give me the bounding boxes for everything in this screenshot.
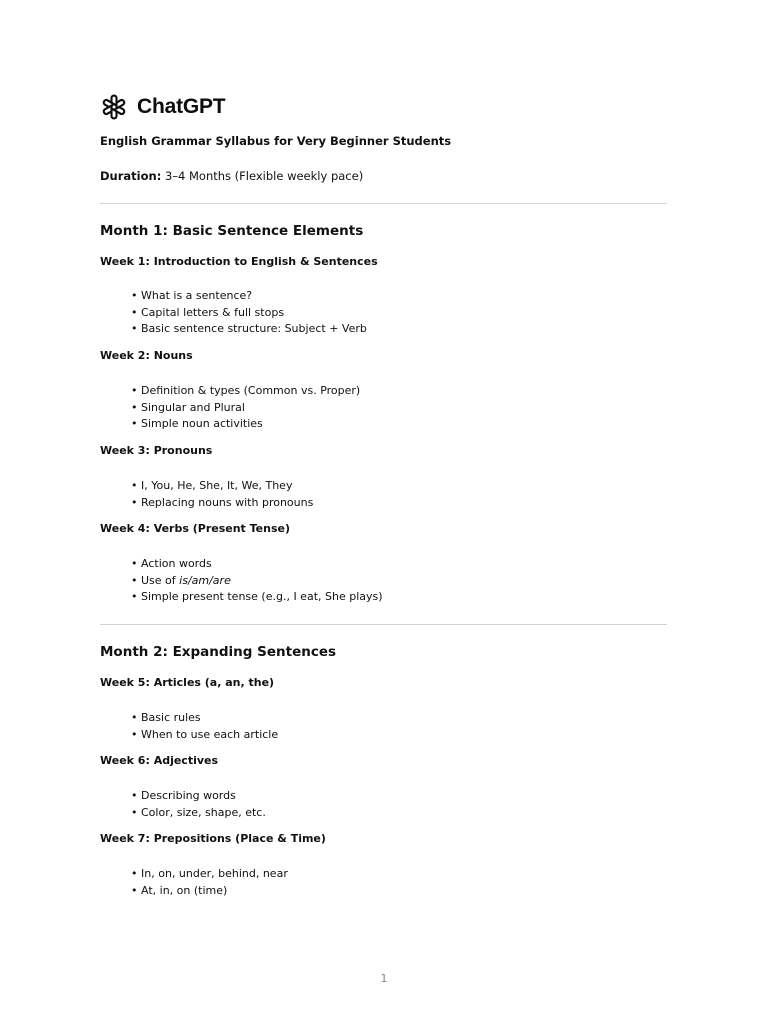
week-heading: Week 2: Nouns	[100, 349, 193, 362]
week-heading: Week 5: Articles (a, an, the)	[100, 676, 275, 689]
week-heading: Week 3: Pronouns	[100, 444, 213, 457]
brand-name: ChatGPT	[137, 95, 226, 118]
list-item: • I, You, He, She, It, We, They	[131, 478, 313, 495]
list-item: • At, in, on (time)	[131, 883, 288, 900]
section-divider	[100, 624, 667, 625]
list-item: • Basic sentence structure: Subject + Verb	[131, 321, 367, 338]
list-item: • Simple present tense (e.g., I eat, She plays)	[131, 589, 383, 606]
week-heading: Week 4: Verbs (Present Tense)	[100, 522, 291, 535]
month-heading: Month 2: Expanding Sentences	[100, 644, 337, 660]
brand-logo	[100, 93, 225, 121]
week-topic-list	[131, 866, 288, 899]
list-item: • Definition & types (Common vs. Proper)	[131, 383, 360, 400]
list-item-emphasis: is/am/are	[179, 573, 231, 587]
document-title: English Grammar Syllabus for Very Beginner Students	[100, 134, 452, 148]
duration-label: Duration:	[100, 169, 162, 183]
list-item: • Capital letters & full stops	[131, 305, 367, 322]
section-divider	[100, 203, 667, 204]
page-number: 1	[380, 972, 388, 985]
week-topic-list	[131, 788, 266, 821]
week-topic-list	[131, 383, 360, 433]
duration-value: 3–4 Months (Flexible weekly pace)	[161, 169, 364, 183]
week-topic-list	[131, 556, 383, 606]
list-item: • Singular and Plural	[131, 400, 360, 417]
duration-line	[100, 169, 363, 183]
list-item	[131, 573, 383, 590]
list-item: • When to use each article	[131, 727, 278, 744]
month-heading: Month 1: Basic Sentence Elements	[100, 223, 364, 239]
list-item: • Basic rules	[131, 710, 278, 727]
week-topic-list	[131, 710, 278, 743]
list-item: • Color, size, shape, etc.	[131, 805, 266, 822]
week-topic-list	[131, 478, 313, 511]
week-heading: Week 7: Prepositions (Place & Time)	[100, 832, 326, 845]
list-item-text: Use of	[141, 573, 180, 587]
list-item: • Replacing nouns with pronouns	[131, 495, 313, 512]
week-topic-list	[131, 288, 367, 338]
week-heading: Week 6: Adjectives	[100, 754, 219, 767]
week-heading: Week 1: Introduction to English & Sentences	[100, 255, 378, 268]
list-item: • What is a sentence?	[131, 288, 367, 305]
list-item: • Action words	[131, 556, 383, 573]
openai-logo-icon	[100, 93, 128, 121]
list-item: • Describing words	[131, 788, 266, 805]
list-item: • In, on, under, behind, near	[131, 866, 288, 883]
list-item: • Simple noun activities	[131, 416, 360, 433]
